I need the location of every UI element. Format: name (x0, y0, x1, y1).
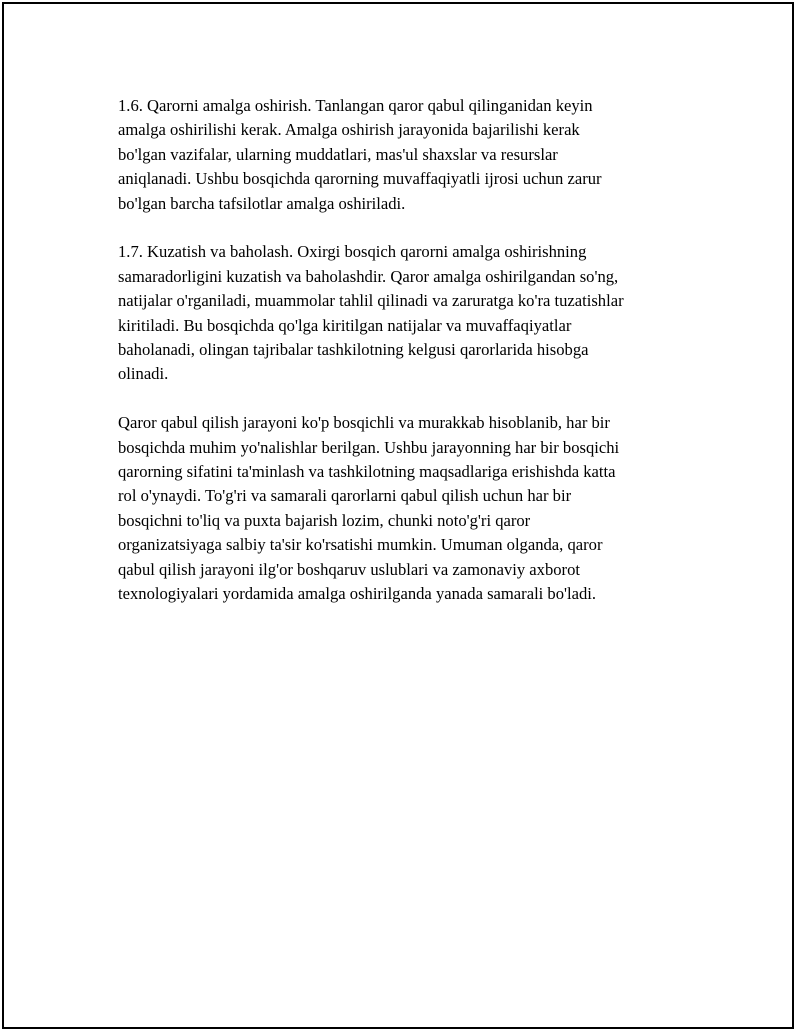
text-line: organizatsiyaga salbiy ta'sir ko'rsatishi mumkin. Umuman olganda, qaror (118, 535, 603, 555)
text-line: amalga oshirilishi kerak. Amalga oshirish jarayonida bajarilishi kerak (118, 120, 580, 140)
paragraph-implementation (118, 94, 684, 216)
text-line: bo'lgan vazifalar, ularning muddatlari, mas'ul shaxslar va resurslar (118, 144, 558, 164)
text-line: Qaror qabul qilish jarayoni ko'p bosqichli va murakkab hisoblanib, har bir (118, 413, 610, 433)
text-line: bosqichni to'liq va puxta bajarish lozim, chunki noto'g'ri qaror (118, 510, 531, 530)
text-line: 1.6. Qarorni amalga oshirish. Tanlangan qaror qabul qilinganidan keyin (118, 96, 593, 115)
paragraph-conclusion (118, 411, 684, 606)
document-body (118, 94, 684, 631)
text-line: texnologiyalari yordamida amalga oshirilganda yanada samarali bo'ladi. (118, 584, 597, 604)
text-line: baholanadi, olingan tajribalar tashkilotning kelgusi qarorlarida hisobga (118, 340, 589, 360)
text-line: qabul qilish jarayoni ilg'or boshqaruv uslublari va zamonaviy axborot (118, 559, 580, 579)
text-line: rol o'ynaydi. To'g'ri va samarali qarorlarni qabul qilish uchun har bir (118, 486, 572, 506)
text-line: natijalar o'rganiladi, muammolar tahlil qilinadi va zaruratga ko'ra tuzatishlar (118, 291, 624, 311)
text-line: aniqlanadi. Ushbu bosqichda qarorning muvaffaqiyatli ijrosi uchun zarur (118, 169, 602, 189)
text-line: bo'lgan barcha tafsilotlar amalga oshiriladi. (118, 193, 406, 213)
text-line: samaradorligini kuzatish va baholashdir. Qaror amalga oshirilgandan so'ng, (118, 266, 619, 286)
text-line: bosqichda muhim yo'nalishlar berilgan. Ushbu jarayonning har bir bosqichi (118, 437, 620, 457)
text-line: kiritiladi. Bu bosqichda qo'lga kiritilgan natijalar va muvaffaqiyatlar (118, 315, 572, 335)
text-line: 1.7. Kuzatish va baholash. Oxirgi bosqich qarorni amalga oshirishning (118, 242, 587, 262)
paragraph-monitoring (118, 240, 684, 386)
text-line: olinadi. (118, 364, 169, 384)
text-line: qarorning sifatini ta'minlash va tashkilotning maqsadlariga erishishda katta (118, 462, 616, 482)
